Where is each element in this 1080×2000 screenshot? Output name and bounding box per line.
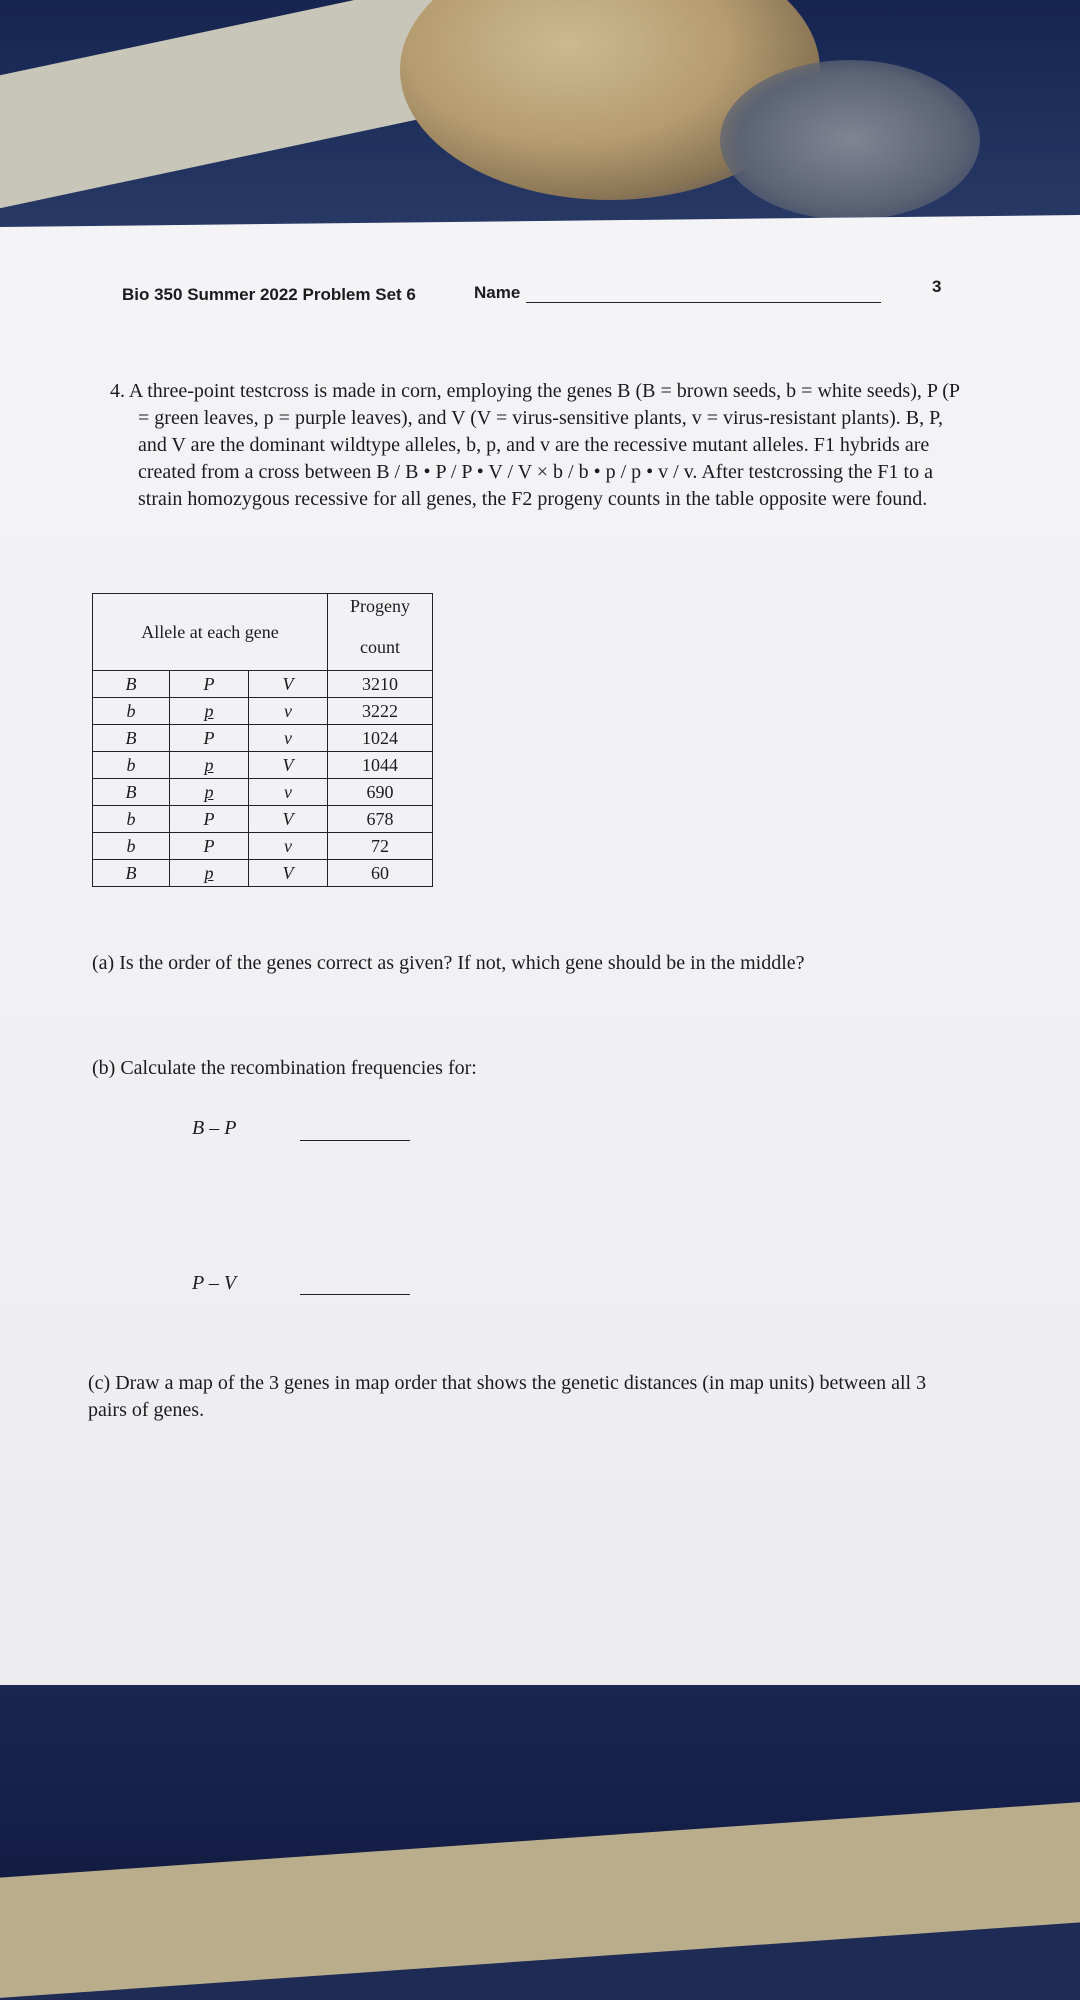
allele-p: p xyxy=(170,752,249,779)
progeny-count: 3222 xyxy=(328,698,433,725)
header-progeny-line2: count xyxy=(360,637,400,657)
table-row xyxy=(93,833,433,860)
progeny-count: 1024 xyxy=(328,725,433,752)
rf-answer-line-b-p[interactable] xyxy=(300,1140,410,1141)
allele-b: B xyxy=(93,725,170,752)
allele-v: v xyxy=(249,779,328,806)
allele-v: v xyxy=(249,833,328,860)
progeny-count: 60 xyxy=(328,860,433,887)
table-row xyxy=(93,698,433,725)
question-text xyxy=(88,378,968,513)
allele-p: P xyxy=(170,833,249,860)
header-progeny-line1: Progeny xyxy=(350,596,410,616)
rf-pair-p-v: P – V xyxy=(192,1272,237,1294)
allele-b: B xyxy=(93,671,170,698)
allele-b: B xyxy=(93,860,170,887)
allele-b: b xyxy=(93,806,170,833)
question-4 xyxy=(88,378,968,513)
part-a: (a) Is the order of the genes correct as given? If not, which gene should be in the middle? xyxy=(92,952,805,974)
header-progeny xyxy=(328,594,433,671)
progeny-table xyxy=(92,593,433,887)
allele-p: P xyxy=(170,671,249,698)
allele-v: v xyxy=(249,725,328,752)
page-number: 3 xyxy=(932,277,942,296)
allele-b: b xyxy=(93,698,170,725)
background-fleece-gray xyxy=(720,60,980,220)
question-body: A three-point testcross is made in corn, employing the genes B (B = brown seeds, b = white seeds), P (P = green leaves, p = purple leaves), and V (V = virus-sensitive plants, v = virus-resistant plants). B, P, and V are the dominant wildtype alleles, b, p, and v are the recessive mutant alleles. F1 hybrids are created from a cross between B / B • P / P • V / V × b / b • p / p • v / v. After testcrossing the F1 to a strain homozygous recessive for all genes, the F2 progeny counts in the table opposite were found. xyxy=(128,380,960,510)
progeny-count: 72 xyxy=(328,833,433,860)
allele-v: V xyxy=(249,671,328,698)
allele-b: b xyxy=(93,752,170,779)
progeny-count: 678 xyxy=(328,806,433,833)
table-row xyxy=(93,725,433,752)
table-header-row xyxy=(93,594,433,671)
allele-p: p xyxy=(170,698,249,725)
table-row xyxy=(93,671,433,698)
progeny-count: 3210 xyxy=(328,671,433,698)
allele-p: P xyxy=(170,806,249,833)
header-allele: Allele at each gene xyxy=(93,594,328,671)
allele-v: V xyxy=(249,806,328,833)
rf-answer-line-p-v[interactable] xyxy=(300,1294,410,1295)
table-row xyxy=(93,752,433,779)
name-label: Name xyxy=(474,283,521,302)
allele-p: p xyxy=(170,779,249,806)
allele-p: p xyxy=(170,860,249,887)
allele-v: V xyxy=(249,860,328,887)
table-row xyxy=(93,779,433,806)
table-row xyxy=(93,806,433,833)
part-c: (c) Draw a map of the 3 genes in map order that shows the genetic distances (in map units) between all 3 pairs of genes. xyxy=(88,1372,927,1421)
allele-v: v xyxy=(249,698,328,725)
question-number: 4. xyxy=(110,380,125,402)
course-title: Bio 350 Summer 2022 Problem Set 6 xyxy=(122,285,416,304)
allele-v: V xyxy=(249,752,328,779)
allele-b: b xyxy=(93,833,170,860)
allele-p: P xyxy=(170,725,249,752)
name-blank-line[interactable] xyxy=(526,302,881,303)
allele-b: B xyxy=(93,779,170,806)
worksheet-header xyxy=(122,277,952,315)
table-row xyxy=(93,860,433,887)
part-b: (b) Calculate the recombination frequencies for: xyxy=(92,1057,477,1079)
progeny-count: 690 xyxy=(328,779,433,806)
rf-pair-b-p: B – P xyxy=(192,1117,237,1139)
progeny-count: 1044 xyxy=(328,752,433,779)
